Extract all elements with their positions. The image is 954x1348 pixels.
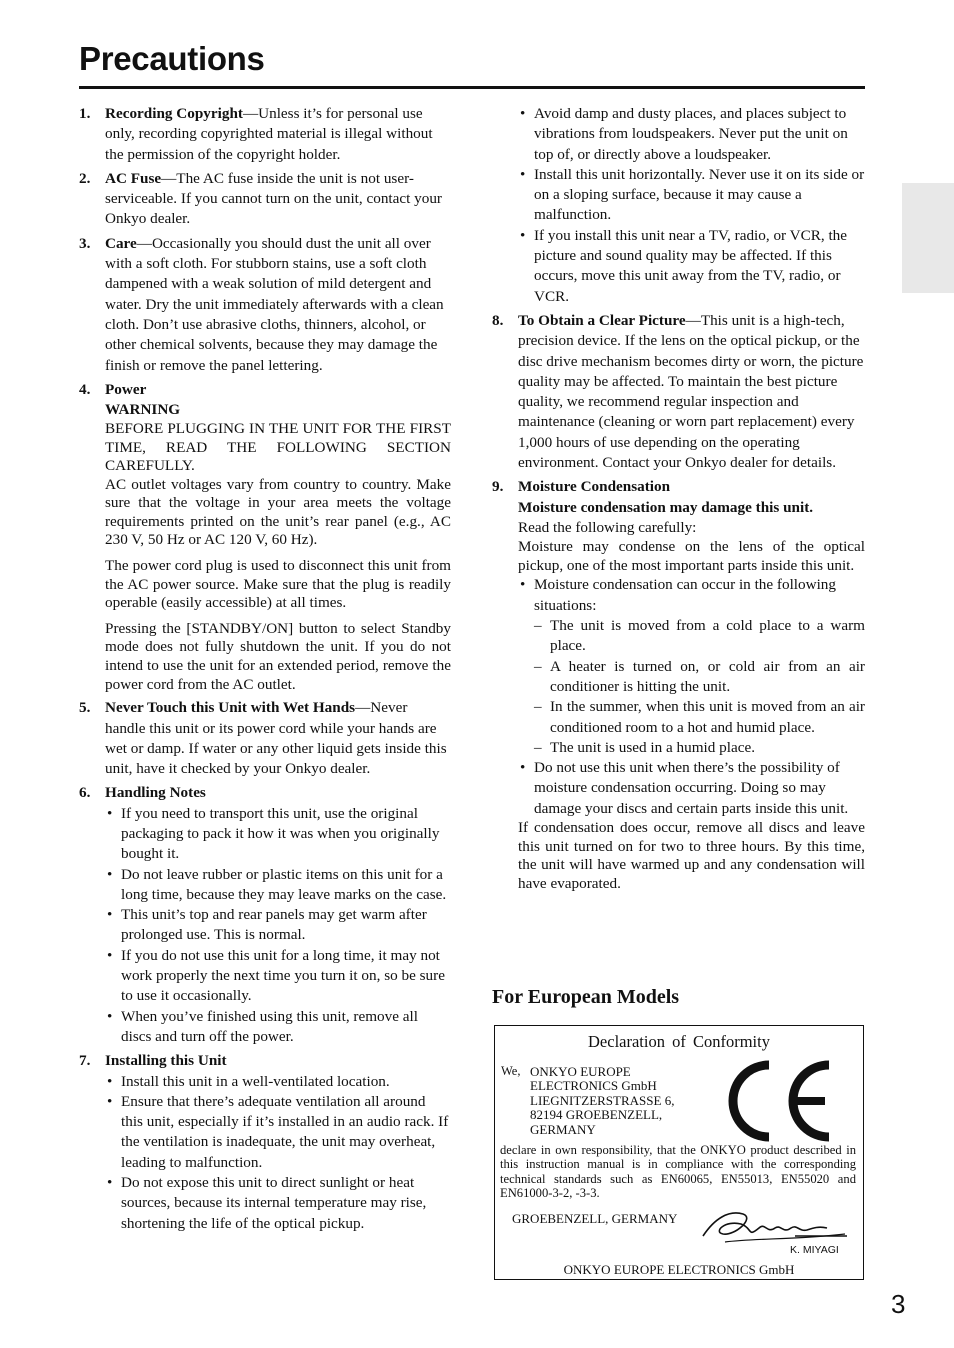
item-text: If condensation does occur, remove all discs and leave this unit turned on for two to three hours. By this time, the unit will have warmed up and any condensation will have evaporated. bbox=[518, 818, 865, 892]
dash-item: – The unit is moved from a cold place to a warm place. bbox=[534, 616, 865, 657]
bullet-list bbox=[105, 1072, 451, 1234]
item-number: 2. bbox=[79, 169, 91, 187]
item-number: 4. bbox=[79, 380, 91, 398]
page-title: Precautions bbox=[79, 40, 265, 77]
bullet-list-continued bbox=[492, 104, 865, 307]
list-item: • If you install this unit near a TV, radio, or VCR, the picture and sound quality may be affected. If this occurs, move this unit away from the TV, radio, or VCR. bbox=[518, 226, 865, 307]
item-title: Moisture Condensation bbox=[518, 478, 671, 496]
item-text: —The AC fuse inside the unit is not user-serviceable. If you cannot turn on the unit, contact your Onkyo dealer. bbox=[105, 169, 442, 228]
dash-item: – A heater is turned on, or cold air from an air conditioner is hitting the unit. bbox=[534, 657, 865, 698]
list-item: • This unit’s top and rear panels may get warm after prolonged use. This is normal. bbox=[105, 905, 451, 946]
bullet-list bbox=[518, 575, 865, 819]
declaration-of-conformity-box bbox=[494, 1025, 864, 1280]
item-text: Read the following carefully: bbox=[518, 518, 697, 536]
list-item: • Do not leave rubber or plastic items on this unit for a long time, because they may leave marks on the case. bbox=[105, 865, 451, 906]
dash-item: – The unit is used in a humid place. bbox=[534, 738, 865, 758]
bullet-list bbox=[105, 804, 451, 1048]
right-column bbox=[492, 104, 865, 897]
list-item bbox=[518, 575, 865, 758]
left-column bbox=[79, 104, 451, 1238]
declaration-title: Declaration of Conformity bbox=[588, 1032, 770, 1051]
item-title: AC Fuse bbox=[105, 169, 162, 187]
power-paragraph: Pressing the [STANDBY/ON] button to select Standby mode does not fully shutdown the unit. If you do not intend to use the unit for an extended period, remove the power cord from the AC outlet. bbox=[105, 619, 451, 693]
list-item: • Avoid damp and dusty places, and places subject to vibrations from loudspeakers. Never put the unit on top of, or directly above a loudspeaker. bbox=[518, 104, 865, 165]
precaution-item-6 bbox=[79, 783, 451, 1047]
precaution-item-9 bbox=[492, 477, 865, 893]
dash-list bbox=[534, 616, 865, 758]
precaution-item-2 bbox=[79, 169, 451, 230]
side-tab-marker bbox=[902, 183, 954, 293]
precaution-item-7 bbox=[79, 1051, 451, 1234]
power-paragraph: The power cord plug is used to disconnect this unit from the AC power source. Make sure that the plug is readily operable (easily accessible) at all times. bbox=[105, 557, 451, 612]
item-title: Care bbox=[105, 234, 137, 252]
title-rule bbox=[79, 86, 865, 89]
item-number: 8. bbox=[492, 311, 504, 329]
item-title: To Obtain a Clear Picture bbox=[518, 311, 686, 329]
precaution-item-5 bbox=[79, 698, 451, 779]
precaution-item-4 bbox=[79, 380, 451, 694]
company-name: ONKYO EUROPE ELECTRONICS GmbH bbox=[563, 1262, 795, 1277]
page-number: 3 bbox=[891, 1289, 906, 1319]
item-text: —This unit is a high-tech, precision device. If the lens on the optical pickup, or the disc drive mechanism becomes dirty or worn, the picture quality may be affected. To maintain the best picture quality, we recommend regular inspection and maintenance (cleaning or worn part replacement) every 1,000 hours of use depending on the operating environment. Contact your Onkyo dealer for details. bbox=[518, 311, 864, 472]
list-item: • If you need to transport this unit, use the original packaging to pack it how it was when you originally bought it. bbox=[105, 804, 451, 865]
precaution-item-1 bbox=[79, 104, 451, 165]
list-item: • Do not use this unit when there’s the possibility of moisture condensation occurring. Doing so may damage your discs and certain parts inside this unit. bbox=[518, 758, 865, 819]
signature-icon bbox=[695, 1206, 855, 1246]
address-line: ONKYO EUROPE bbox=[530, 1064, 631, 1079]
address-line: LIEGNITZERSTRASSE 6, bbox=[530, 1092, 675, 1108]
signer-name: K. MIYAGI bbox=[790, 1244, 839, 1256]
european-models-heading: For European Models bbox=[492, 986, 680, 1008]
item-number: 6. bbox=[79, 784, 91, 802]
item-number: 5. bbox=[79, 699, 91, 717]
warning-text: BEFORE PLUGGING IN THE UNIT FOR THE FIRST TIME, READ THE FOLLOWING SECTION CAREFULLY. bbox=[105, 420, 451, 475]
item-text: —Unless it’s for personal use only, recording copyrighted material is illegal without the permission of the copyright holder. bbox=[105, 105, 433, 163]
item-title: Installing this Unit bbox=[105, 1052, 227, 1070]
item-title: Never Touch this Unit with Wet Hands bbox=[105, 699, 356, 717]
list-item: • When you’ve finished using this unit, remove all discs and turn off the power. bbox=[105, 1007, 451, 1048]
warning-label: WARNING bbox=[105, 401, 181, 419]
company-address bbox=[530, 1065, 674, 1137]
list-item-text: Moisture condensation can occur in the following situations: bbox=[534, 576, 836, 614]
precaution-item-8 bbox=[492, 311, 865, 473]
item-number: 9. bbox=[492, 478, 504, 496]
list-item: • Do not expose this unit to direct sunlight or heat sources, because its internal temperature may rise, shortening the life of the optical pickup. bbox=[105, 1173, 451, 1234]
item-title: Power bbox=[105, 380, 147, 398]
item-number: 1. bbox=[79, 105, 91, 122]
address-line: GERMANY bbox=[530, 1121, 596, 1137]
list-item: • Ensure that there’s adequate ventilation all around this unit, especially if it’s installed in an audio rack. If the ventilation is inadequate, the unit may overheat, leading to malfunction. bbox=[105, 1092, 451, 1173]
declaration-place: GROEBENZELL, GERMANY bbox=[512, 1211, 678, 1226]
power-paragraph: AC outlet voltages vary from country to country. Make sure that the voltage in your area meets the voltage requirements printed on the unit’s rear panel (e.g., AC 230 V, 50 Hz or AC 120 V, 60 Hz). bbox=[105, 475, 451, 549]
item-title: Recording Copyright bbox=[105, 105, 243, 122]
item-number: 3. bbox=[79, 234, 91, 252]
item-text: —Never handle this unit or its power cord while your hands are wet or damp. If water or any other liquid gets inside this unit, have it checked by your Onkyo dealer. bbox=[105, 699, 447, 778]
list-item: • If you do not use this unit for a long time, it may not work properly the next time you turn it on, so be sure to use it occasionally. bbox=[105, 946, 451, 1007]
declaration-text: declare in own responsibility, that the ONKYO product described in this instruction manual is in compliance with the corresponding technical standards such as EN60065, EN55013, EN55020 and EN61000-3-2, -3-3. bbox=[500, 1143, 856, 1200]
item-text: —Occasionally you should dust the unit all over with a soft cloth. For stubborn stains, use a soft cloth dampened with a weak solution of mild detergent and water. Dry the unit immediately afterwards with a clean cloth. Don’t use abrasive cloths, thinners, alcohol, or other chemical solvents, because they may damage the finish or remove the panel lettering. bbox=[105, 234, 444, 374]
address-line: ELECTRONICS GmbH bbox=[530, 1078, 657, 1094]
dash-item: – In the summer, when this unit is moved from an air conditioned room to a hot and humid place. bbox=[534, 697, 865, 738]
declaration-we: We, bbox=[501, 1064, 521, 1078]
list-item: • Install this unit in a well-ventilated location. bbox=[105, 1072, 451, 1092]
list-item: • Install this unit horizontally. Never use it on its side or on a sloping surface, because it may cause a malfunction. bbox=[518, 165, 865, 226]
item-subtitle: Moisture condensation may damage this unit. bbox=[518, 498, 814, 516]
precaution-item-3 bbox=[79, 234, 451, 376]
ce-mark-icon bbox=[725, 1059, 835, 1143]
item-number: 7. bbox=[79, 1052, 91, 1070]
item-text: Moisture may condense on the lens of the optical pickup, one of the most important parts inside this unit. bbox=[518, 538, 865, 574]
address-line: 82194 GROEBENZELL, bbox=[530, 1107, 663, 1123]
item-title: Handling Notes bbox=[105, 784, 206, 802]
